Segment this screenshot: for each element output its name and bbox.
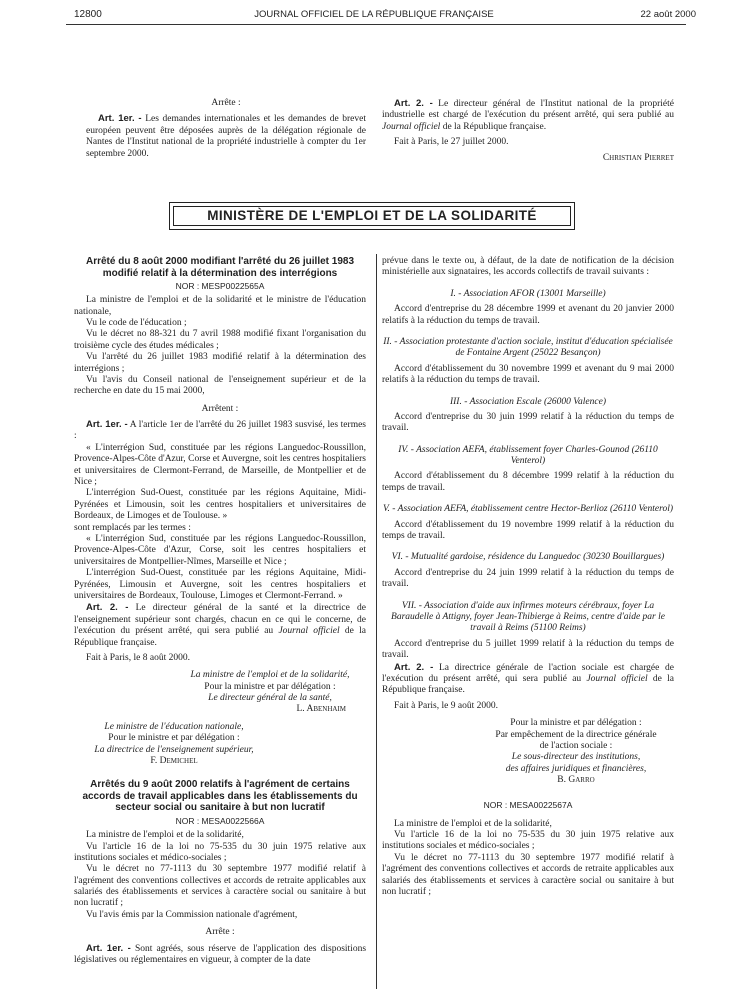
replaced-line: sont remplacés par les termes : bbox=[74, 522, 191, 533]
arrete-heading: Arrête : bbox=[211, 98, 241, 108]
accord-heading: V. - Association AEFA, établissement centre Hector-Berlioz (26110 Venterol) bbox=[382, 504, 674, 515]
page-number: 12800 bbox=[74, 9, 102, 20]
header-rule bbox=[66, 24, 686, 25]
signature-line: Le ministre de l'éducation nationale, bbox=[104, 721, 244, 732]
right-article-2: Art. 2. - La directrice générale de l'action sociale est chargée de l'exécution du présent arrêté, qui sera publié au Journal officiel de la République française. bbox=[382, 661, 675, 696]
signature-line: Le sous-directeur des institutions, bbox=[511, 752, 641, 763]
quoted-paragraph: « L'interrégion Sud, constituée par les régions Languedoc-Roussillon, Provence-Alpes-Côte d'Azur, Corse, soit les centres hospitaliers et universitaires de Montpellier-Nîmes, Marseille et Nice ; bbox=[74, 534, 366, 567]
accord-text: Accord d'entreprise du 28 décembre 1999 et avenant du 20 janvier 2000 relatifs à la réduction du temps de travail. bbox=[382, 304, 674, 326]
journal-title: JOURNAL OFFICIEL DE LA RÉPUBLIQUE FRANÇAISE bbox=[254, 9, 494, 20]
accord-text: Accord d'établissement du 19 novembre 1999 relatif à la réduction du temps de travail. bbox=[382, 519, 674, 542]
signature-line: Pour le ministre et par délégation : bbox=[108, 733, 240, 744]
preamble-line: Vu l'arrêté du 26 juillet 1983 modifié relatif à la détermination des interrégions ; bbox=[74, 352, 366, 374]
preamble-line: Vu le décret no 77-1113 du 30 septembre 1977 modifié relatif à l'agrément des conventions collectives et accords de retraite applicables aux salariés des établissements et services à caractère social ou sanitaire à but non lucratif ; bbox=[74, 864, 366, 909]
arrete3-nor: NOR : MESA0022567A bbox=[483, 800, 573, 811]
signatory-name: L. Abenhaim bbox=[296, 704, 346, 715]
signature-line: Pour la ministre et par délégation : bbox=[204, 681, 336, 692]
accord-text: Accord d'entreprise du 30 juin 1999 relatif à la réduction du temps de travail. bbox=[382, 411, 674, 434]
accord-heading: II. - Association protestante d'action sociale, institut d'éducation spécialisée de Fontaine Argent (25022 Besançon) bbox=[383, 336, 673, 359]
signatory-name: B. Garro bbox=[557, 775, 595, 786]
arrete1-article-1: Art. 1er. - A l'article 1er de l'arrêté du 26 juillet 1983 susvisé, les termes : bbox=[74, 419, 366, 442]
arrete2-title: Arrêtés du 9 août 2000 relatifs à l'agrément de certains accords de travail applicables dans les établissements du secteur social ou sanitaire à but non lucratif bbox=[82, 779, 358, 814]
page-header bbox=[0, 0, 748, 30]
right-fait: Fait à Paris, le 9 août 2000. bbox=[394, 700, 498, 711]
issue-date: 22 août 2000 bbox=[640, 9, 696, 20]
preamble-line: La ministre de l'emploi et de la solidarité, bbox=[394, 818, 552, 829]
signature-line: La directrice de l'enseignement supérieur, bbox=[94, 744, 254, 755]
preamble-line: La ministre de l'emploi et de la solidarité, bbox=[86, 830, 244, 841]
quoted-paragraph: L'interrégion Sud-Ouest, constituée par les régions Aquitaine, Midi-Pyrénées, Limousin et Auvergne, soit les centres hospitaliers et universitaires de Bordeaux, Toulouse, Limoges et Clermont-Ferrand. » bbox=[74, 568, 366, 601]
arretent-heading: Arrêtent : bbox=[201, 403, 239, 414]
signature-line: Pour la ministre et par délégation : bbox=[510, 718, 642, 729]
arrete1-title: Arrêté du 8 août 2000 modifiant l'arrêté du 26 juillet 1983 modifié relatif à la détermination des interrégions bbox=[85, 256, 355, 279]
arrete2-heading: Arrête : bbox=[205, 927, 235, 938]
signature-block-garro bbox=[478, 718, 674, 786]
signature-block-right bbox=[174, 670, 366, 716]
quoted-paragraph: L'interrégion Sud-Ouest, constituée par les régions Aquitaine, Midi-Pyrénées et Limousin, soit les centres hospitaliers et universitaires de Bordeaux, de Limoges et de Toulouse. » bbox=[74, 488, 366, 522]
signature-line: Le directeur général de la santé, bbox=[208, 693, 332, 704]
column-divider bbox=[376, 254, 377, 989]
top-article-1: Art. 1er. - Les demandes internationales et les demandes de brevet européen peuvent être déposées auprès de la délégation régionale de Nantes de l'Institut national de la propriété industrielle à compter du 1er septembre 2000. bbox=[86, 113, 367, 159]
signature-block-left bbox=[74, 722, 274, 768]
signature-line: des affaires juridiques et financières, bbox=[505, 763, 647, 774]
ministry-banner bbox=[169, 202, 575, 230]
arrete1-nor: NOR : MESP0022565A bbox=[175, 281, 265, 291]
preamble-line: Vu l'article 16 de la loi no 75-535 du 30 juin 1975 relative aux institutions sociales et médico-sociales ; bbox=[382, 830, 674, 852]
accord-text: Accord d'entreprise du 5 juillet 1999 relatif à la réduction du temps de travail. bbox=[382, 638, 674, 661]
accord-heading: VII. - Association d'aide aux infirmes moteurs cérébraux, foyer La Baraudelle à Attigny, foyer Jean-Thibierge à Reims, centre d'aide par le travail à Reims (51100 Reims) bbox=[391, 600, 665, 634]
arrete1-fait: Fait à Paris, le 8 août 2000. bbox=[86, 652, 190, 663]
preamble-line: Vu le décret no 88-321 du 7 avril 1988 modifié fixant l'organisation du troisième cycle des études médicales ; bbox=[74, 329, 366, 351]
arrete2-article-1: Art. 1er. - Sont agréés, sous réserve de l'application des dispositions législatives ou réglementaires en vigueur, à compter de la date bbox=[74, 942, 367, 966]
arrete2-nor: NOR : MESA0022566A bbox=[175, 815, 265, 826]
signature-line: Par empêchement de la directrice générale bbox=[495, 729, 657, 740]
preamble-line: Vu le code de l'éducation ; bbox=[86, 317, 187, 328]
accord-heading: VI. - Mutualité gardoise, résidence du Languedoc (30230 Bouillargues) bbox=[391, 552, 665, 563]
preamble-line: La ministre de l'emploi et de la solidarité et le ministre de l'éducation nationale, bbox=[74, 295, 366, 317]
preamble-line: Vu l'article 16 de la loi no 75-535 du 30 juin 1975 relative aux institutions sociales et médico-sociales ; bbox=[74, 841, 366, 863]
left-column bbox=[74, 256, 366, 966]
accord-heading: IV. - Association AEFA, établissement foyer Charles-Gounod (26110 Venterol) bbox=[398, 444, 658, 467]
preamble-line: Vu l'avis du Conseil national de l'enseignement supérieur et de la recherche en date du 15 mai 2000, bbox=[74, 374, 366, 397]
accord-text: Accord d'entreprise du 24 juin 1999 relatif à la réduction du temps de travail. bbox=[382, 567, 674, 590]
top-article-2: Art. 2. - Le directeur général de l'Institut national de la propriété industrielle est chargé de l'exécution du présent arrêté, qui sera publié au Journal officiel de la République française. bbox=[382, 98, 674, 132]
accord-text: Accord d'établissement du 30 novembre 1999 et avenant du 9 mai 2000 relatifs à la réduction du temps de travail. bbox=[382, 363, 674, 386]
top-signature: Christian Pierret bbox=[602, 152, 674, 163]
accord-heading: III. - Association Escale (26000 Valence) bbox=[449, 396, 606, 407]
right-column bbox=[382, 256, 674, 898]
ministry-title: MINISTÈRE DE L'EMPLOI ET DE LA SOLIDARITÉ bbox=[173, 206, 571, 226]
accord-text: Accord d'établissement du 8 décembre 1999 relatif à la réduction du temps de travail. bbox=[382, 471, 674, 493]
preamble-line: Vu l'avis émis par la Commission nationale d'agrément, bbox=[86, 909, 298, 920]
arrete1-article-2: Art. 2. - Le directeur général de la santé et la directrice de l'enseignement supérieur sont chargés, chacun en ce qui le concerne, de l'exécution du présent arrêté, qui sera publié au Journal officiel de la République française. bbox=[74, 602, 367, 648]
top-left-column bbox=[86, 98, 366, 160]
continuation-text: prévue dans le texte ou, à défaut, de la date de notification de la décision ministérielle aux signataires, les accords collectifs de travail suivants : bbox=[382, 256, 674, 278]
signature-line: La ministre de l'emploi et de la solidarité, bbox=[190, 670, 350, 681]
preamble-line: Vu le décret no 77-1113 du 30 septembre 1977 modifié relatif à l'agrément des conventions collectives et accords de retraite applicables aux salariés des établissements et services à caractère social ou sanitaire à but non lucratif ; bbox=[382, 852, 674, 897]
top-right-column bbox=[382, 98, 674, 164]
quoted-paragraph: « L'interrégion Sud, constituée par les régions Languedoc-Roussillon, Provence-Alpes-Côte d'Azur, Corse et Auvergne, soit les centres hospitaliers et universitaires de Clermont-Ferrand, de Marseille, de Montpellier et de Nice ; bbox=[74, 442, 366, 488]
accord-heading: I. - Association AFOR (13001 Marseille) bbox=[450, 288, 606, 299]
signatory-name: F. Demichel bbox=[150, 756, 198, 767]
top-fait: Fait à Paris, le 27 juillet 2000. bbox=[394, 137, 509, 148]
signature-line: de l'action sociale : bbox=[539, 740, 613, 751]
